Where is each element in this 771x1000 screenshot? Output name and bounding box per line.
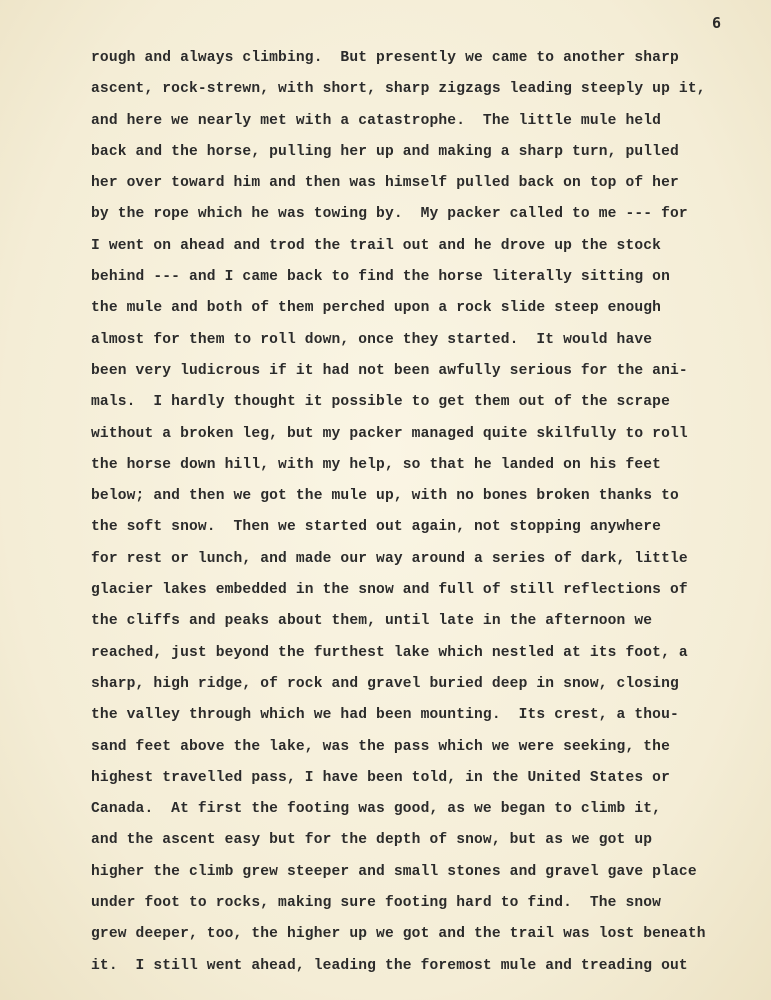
- text-line: ascent, rock-strewn, with short, sharp zigzags leading steeply up it,: [91, 81, 706, 98]
- text-line: higher the climb grew steeper and small stones and gravel gave place: [91, 863, 697, 880]
- text-line: reached, just beyond the furthest lake which nestled at its foot, a: [91, 644, 688, 661]
- text-line: the soft snow. Then we started out again, not stopping anywhere: [91, 519, 662, 536]
- text-line: sand feet above the lake, was the pass which we were seeking, the: [91, 738, 670, 755]
- text-line: by the rope which he was towing by. My packer called to me --- for: [91, 206, 688, 223]
- text-line: back and the horse, pulling her up and making a sharp turn, pulled: [91, 143, 679, 160]
- text-line: for rest or lunch, and made our way around a series of dark, little: [91, 550, 688, 567]
- text-line: rough and always climbing. But presently we came to another sharp: [91, 50, 679, 66]
- text-line: glacier lakes embedded in the snow and full of still reflections of: [91, 582, 688, 599]
- text-line: the horse down hill, with my help, so that he landed on his feet: [91, 456, 662, 473]
- text-line: behind --- and I came back to find the horse literally sitting on: [91, 269, 670, 286]
- text-line: I went on ahead and trod the trail out and he drove up the stock: [91, 237, 662, 254]
- text-line: been very ludicrous if it had not been awfully serious for the ani-: [91, 362, 688, 379]
- text-line: it. I still went ahead, leading the foremost mule and treading out: [91, 957, 688, 974]
- text-line: without a broken leg, but my packer managed quite skilfully to roll: [91, 425, 688, 442]
- text-line: her over toward him and then was himself pulled back on top of her: [91, 175, 679, 192]
- page-number: 6: [712, 14, 722, 32]
- text-line: the valley through which we had been mounting. Its crest, a thou-: [91, 707, 679, 724]
- text-line: highest travelled pass, I have been told, in the United States or: [91, 769, 670, 786]
- text-line: the mule and both of them perched upon a rock slide steep enough: [91, 300, 662, 317]
- text-line: grew deeper, too, the higher up we got and the trail was lost beneath: [91, 926, 706, 943]
- text-line: and here we nearly met with a catastrophe. The little mule held: [91, 112, 662, 129]
- text-line: sharp, high ridge, of rock and gravel buried deep in snow, closing: [91, 675, 679, 692]
- text-line: under foot to rocks, making sure footing hard to find. The snow: [91, 895, 662, 912]
- text-line: and the ascent easy but for the depth of snow, but as we got up: [91, 832, 653, 849]
- text-line: Canada. At first the footing was good, as we began to climb it,: [91, 801, 662, 818]
- text-line: almost for them to roll down, once they started. It would have: [91, 331, 653, 348]
- text-line: mals. I hardly thought it possible to get them out of the scrape: [91, 394, 670, 411]
- text-line: below; and then we got the mule up, with no bones broken thanks to: [91, 488, 679, 505]
- typed-text-body: [91, 43, 751, 982]
- text-line: the cliffs and peaks about them, until late in the afternoon we: [91, 613, 653, 630]
